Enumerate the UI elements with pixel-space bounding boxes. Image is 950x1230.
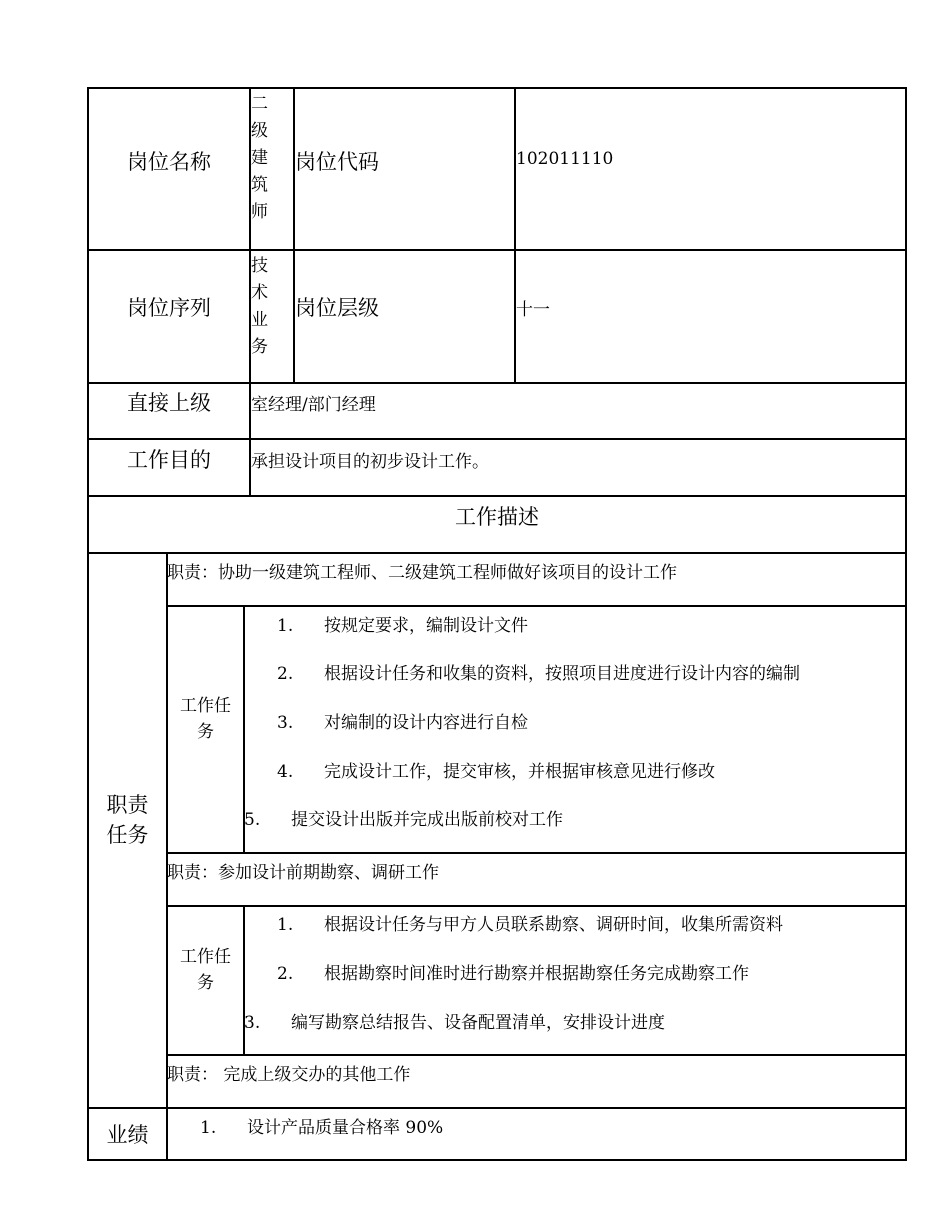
task-label-text: 工作任务 [180, 696, 231, 742]
task-text: 对编制的设计内容进行自检 [324, 713, 528, 733]
task-text: 提交设计出版并完成出版前校对工作 [291, 810, 563, 830]
task-number: 3. [277, 713, 294, 733]
table-border [905, 87, 907, 1161]
duty-title: 职责： 完成上级交办的其他工作 [167, 1065, 411, 1085]
table-border [87, 87, 89, 1161]
task-text: 完成设计工作，提交审核，并根据审核意见进行修改 [324, 762, 715, 782]
task-text: 根据勘察时间准时进行勘察并根据勘察任务完成勘察工作 [324, 964, 749, 984]
column-divider [293, 87, 295, 384]
position-name-label: 岗位名称 [127, 150, 211, 174]
row-divider [87, 382, 907, 384]
position-code-value: 102011110 [516, 149, 614, 169]
position-level-value: 十一 [516, 300, 550, 320]
task-number: 2. [277, 964, 294, 984]
table-border [87, 87, 907, 89]
task-item [244, 805, 563, 830]
task-item [277, 659, 800, 684]
position-code-label: 岗位代码 [295, 150, 379, 174]
duties-label [89, 790, 166, 850]
duty-title: 职责：协助一级建筑工程师、二级建筑工程师做好该项目的设计工作 [167, 563, 677, 583]
performance-item [200, 1113, 443, 1138]
table-border [87, 1159, 907, 1161]
task-item [277, 959, 749, 984]
row-divider [87, 1107, 907, 1109]
duties-label-text: 职责任务 [106, 793, 149, 847]
row-divider [166, 905, 907, 907]
duty-title: 职责：参加设计前期勘察、调研工作 [167, 863, 439, 883]
task-number: 2. [277, 664, 294, 684]
row-divider [87, 552, 907, 554]
task-item [277, 611, 528, 636]
task-text: 按规定要求，编制设计文件 [324, 616, 528, 636]
task-label [168, 693, 243, 745]
task-number: 3. [244, 1013, 261, 1033]
supervisor-value: 室经理/部门经理 [251, 395, 376, 415]
row-divider [166, 852, 907, 854]
supervisor-label: 直接上级 [127, 391, 211, 415]
task-number: 1. [277, 915, 294, 935]
task-text: 根据设计任务和收集的资料，按照项目进度进行设计内容的编制 [324, 664, 800, 684]
task-text: 编写勘察总结报告、设备配置清单，安排设计进度 [291, 1013, 665, 1033]
task-label [168, 944, 243, 996]
position-series-value: 技术业务 [251, 256, 268, 357]
row-divider [166, 605, 907, 607]
row-divider [87, 495, 907, 497]
performance-text: 设计产品质量合格率 90% [247, 1118, 444, 1138]
task-item [277, 757, 715, 782]
column-divider [243, 905, 245, 1056]
position-series-label: 岗位序列 [127, 296, 211, 320]
task-item [277, 708, 528, 733]
task-item [277, 910, 783, 935]
performance-label: 业绩 [106, 1123, 149, 1147]
row-divider [87, 249, 907, 251]
purpose-label: 工作目的 [127, 448, 211, 472]
task-label-text: 工作任务 [180, 947, 231, 993]
position-level-label: 岗位层级 [295, 296, 379, 320]
task-item [244, 1008, 665, 1033]
row-divider [166, 1054, 907, 1056]
task-number: 4. [277, 762, 294, 782]
row-divider [87, 438, 907, 440]
position-name-value: 二级建筑师 [251, 94, 268, 222]
task-text: 根据设计任务与甲方人员联系勘察、调研时间，收集所需资料 [324, 915, 783, 935]
column-divider [514, 87, 516, 384]
task-number: 5. [244, 810, 261, 830]
task-number: 1. [277, 616, 294, 636]
purpose-value: 承担设计项目的初步设计工作。 [251, 452, 489, 472]
description-title: 工作描述 [455, 505, 539, 529]
performance-number: 1. [200, 1118, 217, 1138]
